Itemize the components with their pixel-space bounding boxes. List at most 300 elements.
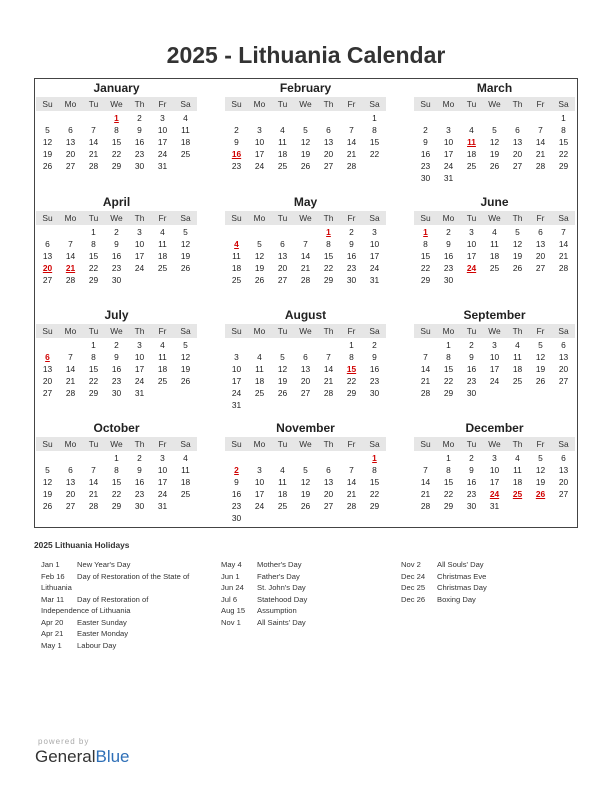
date-cell — [294, 339, 317, 351]
date-cell: 20 — [558, 364, 569, 374]
holiday-name: All Souls' Day — [437, 560, 484, 569]
date-cell: 27 — [323, 161, 334, 171]
date-cell: 12 — [180, 352, 191, 362]
date-cell: 9 — [423, 137, 428, 147]
weekday-header — [36, 324, 197, 338]
weekday-label: Fr — [158, 213, 167, 223]
date-cell — [36, 112, 59, 124]
date-cell: 4 — [160, 340, 165, 350]
date-cell: 2 — [349, 227, 354, 237]
week-row — [414, 250, 575, 262]
date-cell: 17 — [254, 489, 265, 499]
date-cell: 8 — [372, 125, 377, 135]
date-cell: 12 — [254, 251, 265, 261]
date-cell — [552, 500, 575, 512]
date-cell: 13 — [323, 137, 334, 147]
weekday-label: Su — [231, 326, 242, 336]
date-cell — [506, 274, 529, 286]
month-july — [36, 308, 197, 399]
date-cell: 5 — [183, 340, 188, 350]
date-cell: 4 — [469, 125, 474, 135]
date-cell — [82, 452, 105, 464]
date-cell — [294, 226, 317, 238]
date-cell: 30 — [466, 388, 477, 398]
week-row — [36, 226, 197, 238]
month-november — [225, 421, 386, 524]
brand-name-general: General — [35, 747, 96, 766]
date-cell: 19 — [277, 376, 288, 386]
date-cell: 5 — [183, 227, 188, 237]
holiday-item — [41, 559, 196, 571]
month-june — [414, 195, 575, 286]
date-cell: 5 — [280, 352, 285, 362]
date-cell — [529, 274, 552, 286]
month-name: December — [465, 421, 524, 435]
date-cell: 21 — [323, 376, 334, 386]
date-cell — [294, 512, 317, 524]
date-cell: 15 — [369, 477, 380, 487]
weekday-label: We — [110, 326, 123, 336]
date-cell: 25 — [466, 161, 477, 171]
date-cell: 3 — [372, 227, 377, 237]
week-row — [36, 452, 197, 464]
date-cell: 23 — [231, 501, 242, 511]
date-cell: 22 — [111, 489, 122, 499]
date-cell: 1 — [446, 340, 451, 350]
week-row — [36, 464, 197, 476]
date-cell: 20 — [323, 489, 334, 499]
date-cell: 27 — [535, 263, 546, 273]
weekday-header — [225, 324, 386, 338]
date-cell: 2 — [234, 125, 239, 135]
date-cell: 14 — [65, 251, 76, 261]
date-cell: 10 — [134, 239, 145, 249]
date-cell: 2 — [114, 340, 119, 350]
date-cell: 21 — [535, 149, 546, 159]
holiday-item — [221, 582, 381, 594]
weekday-header — [225, 97, 386, 111]
date-cell — [151, 387, 174, 399]
date-cell: 21 — [346, 489, 357, 499]
date-cell: 22 — [443, 489, 454, 499]
date-cell — [271, 512, 294, 524]
holiday-date-label: Aug 15 — [221, 606, 246, 615]
date-cell: 9 — [469, 352, 474, 362]
date-cell — [414, 452, 437, 464]
week-row — [414, 274, 575, 286]
date-cell: 4 — [515, 453, 520, 463]
date-cell: 21 — [420, 489, 431, 499]
date-cell — [363, 160, 386, 172]
month-name: October — [93, 421, 140, 435]
date-cell: 8 — [446, 352, 451, 362]
weekday-label: Mo — [253, 99, 266, 109]
date-cell: 22 — [88, 263, 99, 273]
date-cell: 1 — [349, 340, 354, 350]
holiday-date-label: Jan 1 — [41, 560, 60, 569]
date-cell: 17 — [157, 137, 168, 147]
date-cell: 11 — [278, 137, 287, 147]
date-cell: 3 — [492, 340, 497, 350]
weekday-label: Mo — [442, 99, 455, 109]
month-name: June — [480, 195, 509, 209]
date-cell: 23 — [134, 489, 145, 499]
date-cell: 4 — [492, 227, 497, 237]
week-row — [225, 112, 386, 124]
week-row — [36, 124, 197, 136]
weekday-label: Su — [420, 213, 431, 223]
date-cell — [59, 339, 82, 351]
holiday-column-1 — [41, 559, 196, 651]
weekday-label: Sa — [180, 99, 191, 109]
holiday-date: 21 — [65, 263, 76, 273]
date-cell: 4 — [183, 453, 188, 463]
date-cell: 8 — [91, 239, 96, 249]
holiday-date: 1 — [326, 227, 331, 237]
date-cell: 9 — [114, 239, 119, 249]
holiday-item — [41, 628, 196, 640]
date-cell: 5 — [45, 125, 50, 135]
date-cell: 3 — [257, 465, 262, 475]
date-cell — [82, 112, 105, 124]
weekday-label: Mo — [253, 439, 266, 449]
weekday-header — [414, 97, 575, 111]
date-cell: 26 — [277, 388, 288, 398]
holiday-name: Day of Restoration of Independence of Lithuania — [41, 594, 149, 615]
date-cell: 16 — [443, 251, 454, 261]
date-cell — [248, 339, 271, 351]
weekday-label: Tu — [88, 439, 99, 449]
date-cell: 21 — [65, 376, 76, 386]
weekday-label: Sa — [558, 439, 569, 449]
weekday-label: Tu — [466, 439, 477, 449]
weekday-label: Fr — [536, 326, 545, 336]
date-cell — [59, 452, 82, 464]
date-cell: 10 — [254, 477, 265, 487]
holiday-name: Christmas Eve — [437, 571, 487, 581]
holiday-date-label: Nov 1 — [221, 617, 241, 627]
weekday-header — [36, 437, 197, 451]
weekday-label: Th — [134, 213, 145, 223]
date-cell — [483, 112, 506, 124]
date-cell — [460, 172, 483, 184]
date-cell: 29 — [420, 275, 431, 285]
date-cell: 9 — [234, 137, 239, 147]
week-row — [36, 112, 197, 124]
holiday-date-label: Apr 21 — [41, 629, 64, 638]
date-cell: 19 — [42, 489, 53, 499]
date-cell: 15 — [443, 477, 454, 487]
date-cell — [529, 172, 552, 184]
date-cell: 16 — [231, 489, 242, 499]
date-cell — [225, 226, 248, 238]
weekday-label: Mo — [64, 213, 77, 223]
date-cell: 6 — [538, 227, 543, 237]
weekday-label: Tu — [466, 326, 477, 336]
holiday-item — [41, 640, 196, 652]
week-row — [225, 262, 386, 274]
week-row — [225, 452, 386, 464]
date-cell: 24 — [157, 149, 168, 159]
week-row — [414, 112, 575, 124]
date-cell: 26 — [254, 275, 265, 285]
date-cell: 31 — [157, 161, 168, 171]
date-cell: 4 — [280, 125, 285, 135]
date-cell: 13 — [42, 364, 53, 374]
date-cell: 20 — [512, 149, 523, 159]
weekday-label: Mo — [442, 213, 455, 223]
date-cell: 6 — [326, 125, 331, 135]
weekday-label: Tu — [88, 99, 99, 109]
date-cell: 29 — [558, 161, 569, 171]
week-row — [36, 363, 197, 375]
holiday-date: 6 — [45, 352, 50, 362]
holiday-item — [221, 617, 381, 629]
weekday-label: Tu — [466, 213, 477, 223]
holiday-item — [221, 559, 381, 571]
date-cell: 30 — [420, 173, 431, 183]
date-cell: 29 — [88, 388, 99, 398]
month-april — [36, 195, 197, 286]
weekday-label: Fr — [536, 213, 545, 223]
holiday-date-label: Dec 26 — [401, 594, 426, 604]
weekday-label: Tu — [466, 99, 477, 109]
date-cell — [437, 112, 460, 124]
weekday-label: Mo — [64, 439, 77, 449]
date-cell: 14 — [346, 137, 357, 147]
date-cell: 25 — [277, 501, 288, 511]
date-cell: 25 — [180, 149, 191, 159]
date-cell — [363, 512, 386, 524]
date-cell — [552, 274, 575, 286]
month-march — [414, 81, 575, 184]
date-cell: 6 — [326, 465, 331, 475]
date-cell — [294, 452, 317, 464]
date-cell: 18 — [180, 477, 191, 487]
date-cell: 5 — [45, 465, 50, 475]
date-cell: 11 — [513, 465, 522, 475]
weekday-label: Th — [134, 99, 145, 109]
date-cell: 23 — [443, 263, 454, 273]
weekday-label: We — [299, 99, 312, 109]
week-row — [225, 399, 386, 411]
date-cell: 18 — [277, 489, 288, 499]
date-cell: 13 — [42, 251, 53, 261]
date-cell: 17 — [231, 376, 242, 386]
date-cell: 19 — [512, 251, 523, 261]
date-cell — [552, 172, 575, 184]
holiday-date: 1 — [114, 113, 119, 123]
weekday-label: Sa — [180, 326, 191, 336]
date-cell: 28 — [65, 275, 76, 285]
weekday-header — [225, 211, 386, 225]
date-cell: 11 — [181, 125, 190, 135]
date-cell: 1 — [446, 453, 451, 463]
date-cell: 12 — [300, 477, 311, 487]
date-cell: 18 — [157, 251, 168, 261]
date-cell: 15 — [111, 137, 122, 147]
date-cell — [483, 172, 506, 184]
holiday-date: 1 — [372, 453, 377, 463]
date-cell: 10 — [254, 137, 265, 147]
date-cell: 21 — [88, 149, 99, 159]
date-cell: 7 — [326, 352, 331, 362]
date-cell: 3 — [234, 352, 239, 362]
date-cell: 5 — [515, 227, 520, 237]
date-cell: 10 — [489, 352, 500, 362]
holiday-name: Easter Sunday — [77, 617, 127, 627]
month-name: April — [102, 195, 131, 209]
week-row — [36, 250, 197, 262]
holiday-date-label: Dec 25 — [401, 583, 426, 592]
date-cell: 16 — [134, 137, 145, 147]
date-cell: 5 — [538, 453, 543, 463]
weekday-label: Su — [420, 439, 431, 449]
date-cell: 17 — [466, 251, 477, 261]
date-cell: 13 — [65, 137, 76, 147]
date-cell: 26 — [512, 263, 523, 273]
date-cell: 28 — [420, 388, 431, 398]
date-cell: 22 — [369, 149, 380, 159]
weekday-label: Sa — [369, 213, 380, 223]
date-cell: 7 — [349, 465, 354, 475]
week-row — [36, 387, 197, 399]
date-cell: 27 — [277, 275, 288, 285]
date-cell: 28 — [420, 501, 431, 511]
weekday-label: We — [110, 213, 123, 223]
weekday-label: We — [488, 213, 501, 223]
month-may — [225, 195, 386, 286]
weekday-label: Mo — [64, 99, 77, 109]
date-cell: 25 — [489, 263, 500, 273]
weekday-header — [414, 211, 575, 225]
weekday-label: Su — [420, 326, 431, 336]
date-cell: 3 — [137, 340, 142, 350]
weekday-label: Th — [512, 439, 523, 449]
weekday-header — [414, 437, 575, 451]
date-cell — [294, 399, 317, 411]
date-cell: 11 — [232, 251, 241, 261]
date-cell: 24 — [157, 489, 168, 499]
date-cell: 12 — [42, 137, 53, 147]
weekday-header — [414, 324, 575, 338]
holiday-date: 2 — [234, 465, 239, 475]
date-cell: 16 — [134, 477, 145, 487]
date-cell: 4 — [183, 113, 188, 123]
date-cell: 24 — [134, 263, 145, 273]
weekday-label: Fr — [158, 326, 167, 336]
weekday-label: Th — [512, 326, 523, 336]
date-cell: 29 — [111, 161, 122, 171]
date-cell: 1 — [372, 113, 377, 123]
week-row — [225, 476, 386, 488]
date-cell: 19 — [180, 251, 191, 261]
holiday-date-label: Mar 11 — [41, 594, 65, 604]
holiday-name: New Year's Day — [77, 560, 131, 569]
date-cell — [414, 112, 437, 124]
weekday-label: Su — [231, 213, 242, 223]
date-cell — [317, 399, 340, 411]
date-cell — [340, 112, 363, 124]
holiday-name: St. John's Day — [257, 583, 306, 592]
date-cell — [248, 226, 271, 238]
holiday-date: 16 — [231, 149, 242, 159]
date-cell: 12 — [300, 137, 311, 147]
date-cell: 20 — [65, 489, 76, 499]
weekday-label: Tu — [88, 213, 99, 223]
date-cell: 20 — [535, 251, 546, 261]
date-cell: 30 — [466, 501, 477, 511]
week-row — [414, 262, 575, 274]
date-cell: 19 — [180, 364, 191, 374]
brand-logo[interactable] — [35, 747, 130, 767]
week-row — [414, 160, 575, 172]
date-cell: 5 — [492, 125, 497, 135]
date-cell: 5 — [257, 239, 262, 249]
date-cell: 19 — [489, 149, 500, 159]
date-cell: 28 — [300, 275, 311, 285]
date-cell: 15 — [88, 251, 99, 261]
week-row — [225, 351, 386, 363]
date-cell: 3 — [469, 227, 474, 237]
weekday-label: Mo — [442, 439, 455, 449]
holiday-date-label: Jul 6 — [221, 594, 238, 604]
date-cell: 27 — [558, 489, 569, 499]
date-cell: 9 — [349, 239, 354, 249]
month-september — [414, 308, 575, 399]
date-cell: 16 — [111, 364, 122, 374]
holiday-date: 24 — [466, 263, 477, 273]
date-cell: 9 — [137, 465, 142, 475]
weekday-label: Th — [134, 439, 145, 449]
weekday-label: Tu — [277, 439, 288, 449]
week-row — [414, 363, 575, 375]
weekday-header — [36, 211, 197, 225]
date-cell: 14 — [88, 477, 99, 487]
date-cell: 13 — [558, 465, 569, 475]
week-row — [225, 148, 386, 160]
date-cell: 2 — [446, 227, 451, 237]
week-row — [414, 124, 575, 136]
date-cell: 22 — [346, 376, 357, 386]
date-cell: 27 — [512, 161, 523, 171]
date-cell — [317, 452, 340, 464]
date-cell: 8 — [326, 239, 331, 249]
date-cell: 18 — [489, 251, 500, 261]
date-cell: 12 — [489, 137, 500, 147]
date-cell: 25 — [277, 161, 288, 171]
weekday-label: Tu — [277, 213, 288, 223]
date-cell: 17 — [134, 251, 145, 261]
holiday-date: 20 — [42, 263, 53, 273]
date-cell: 16 — [111, 251, 122, 261]
date-cell: 14 — [88, 137, 99, 147]
date-cell — [340, 452, 363, 464]
date-cell — [506, 172, 529, 184]
holiday-name: Assumption — [257, 606, 297, 615]
week-row — [225, 387, 386, 399]
weekday-label: Sa — [369, 439, 380, 449]
date-cell: 27 — [42, 275, 53, 285]
date-cell: 16 — [369, 364, 380, 374]
date-cell: 8 — [446, 465, 451, 475]
date-cell: 13 — [65, 477, 76, 487]
date-cell: 11 — [181, 465, 190, 475]
holiday-item — [41, 571, 196, 594]
date-cell: 8 — [372, 465, 377, 475]
weekday-label: Sa — [558, 326, 569, 336]
date-cell: 4 — [515, 340, 520, 350]
